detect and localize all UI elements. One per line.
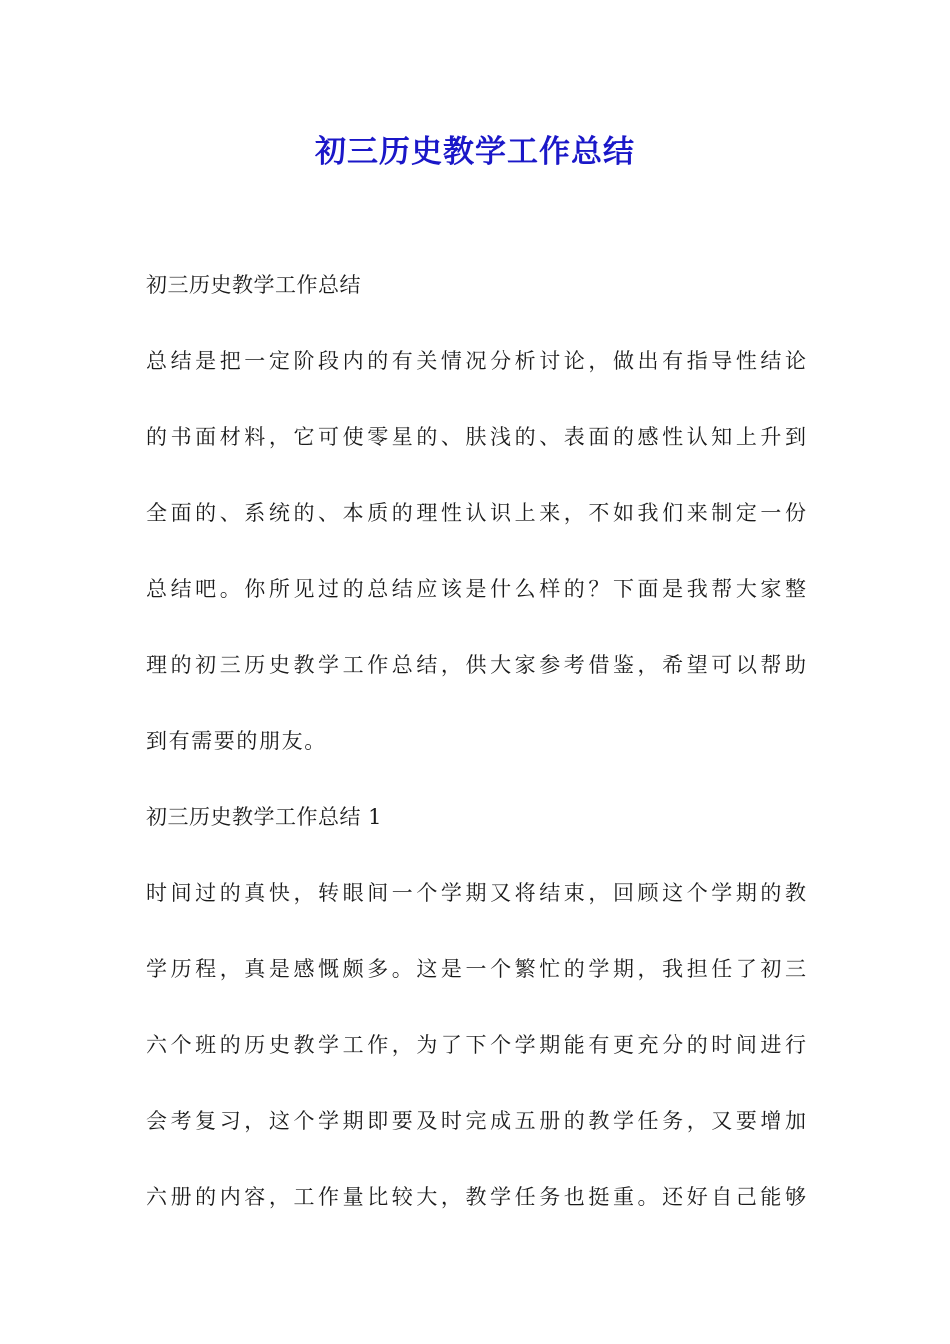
subtitle: 初三历史教学工作总结 [146, 273, 361, 297]
section-heading: 初三历史教学工作总结 1 [146, 805, 383, 829]
paragraph-line: 全面的、系统的、本质的理性认识上来，不如我们来制定一份 [146, 501, 806, 525]
paragraph-line: 总结是把一定阶段内的有关情况分析讨论，做出有指导性结论 [146, 349, 806, 373]
paragraph-line: 六个班的历史教学工作，为了下个学期能有更充分的时间进行 [146, 1033, 806, 1057]
paragraph-line: 到有需要的朋友。 [146, 729, 327, 753]
paragraph-line: 时间过的真快，转眼间一个学期又将结束，回顾这个学期的教 [146, 881, 806, 905]
document-title: 初三历史教学工作总结 [315, 134, 635, 170]
paragraph-line: 总结吧。你所见过的总结应该是什么样的？下面是我帮大家整 [146, 577, 806, 601]
paragraph-line: 六册的内容，工作量比较大，教学任务也挺重。还好自己能够 [146, 1185, 806, 1209]
document-body [146, 265, 806, 1253]
paragraph-line: 的书面材料，它可使零星的、肤浅的、表面的感性认知上升到 [146, 425, 806, 449]
paragraph-line: 理的初三历史教学工作总结，供大家参考借鉴，希望可以帮助 [146, 653, 806, 677]
paragraph-line: 会考复习，这个学期即要及时完成五册的教学任务，又要增加 [146, 1109, 806, 1133]
paragraph-line: 学历程，真是感慨颇多。这是一个繁忙的学期，我担任了初三 [146, 957, 806, 981]
